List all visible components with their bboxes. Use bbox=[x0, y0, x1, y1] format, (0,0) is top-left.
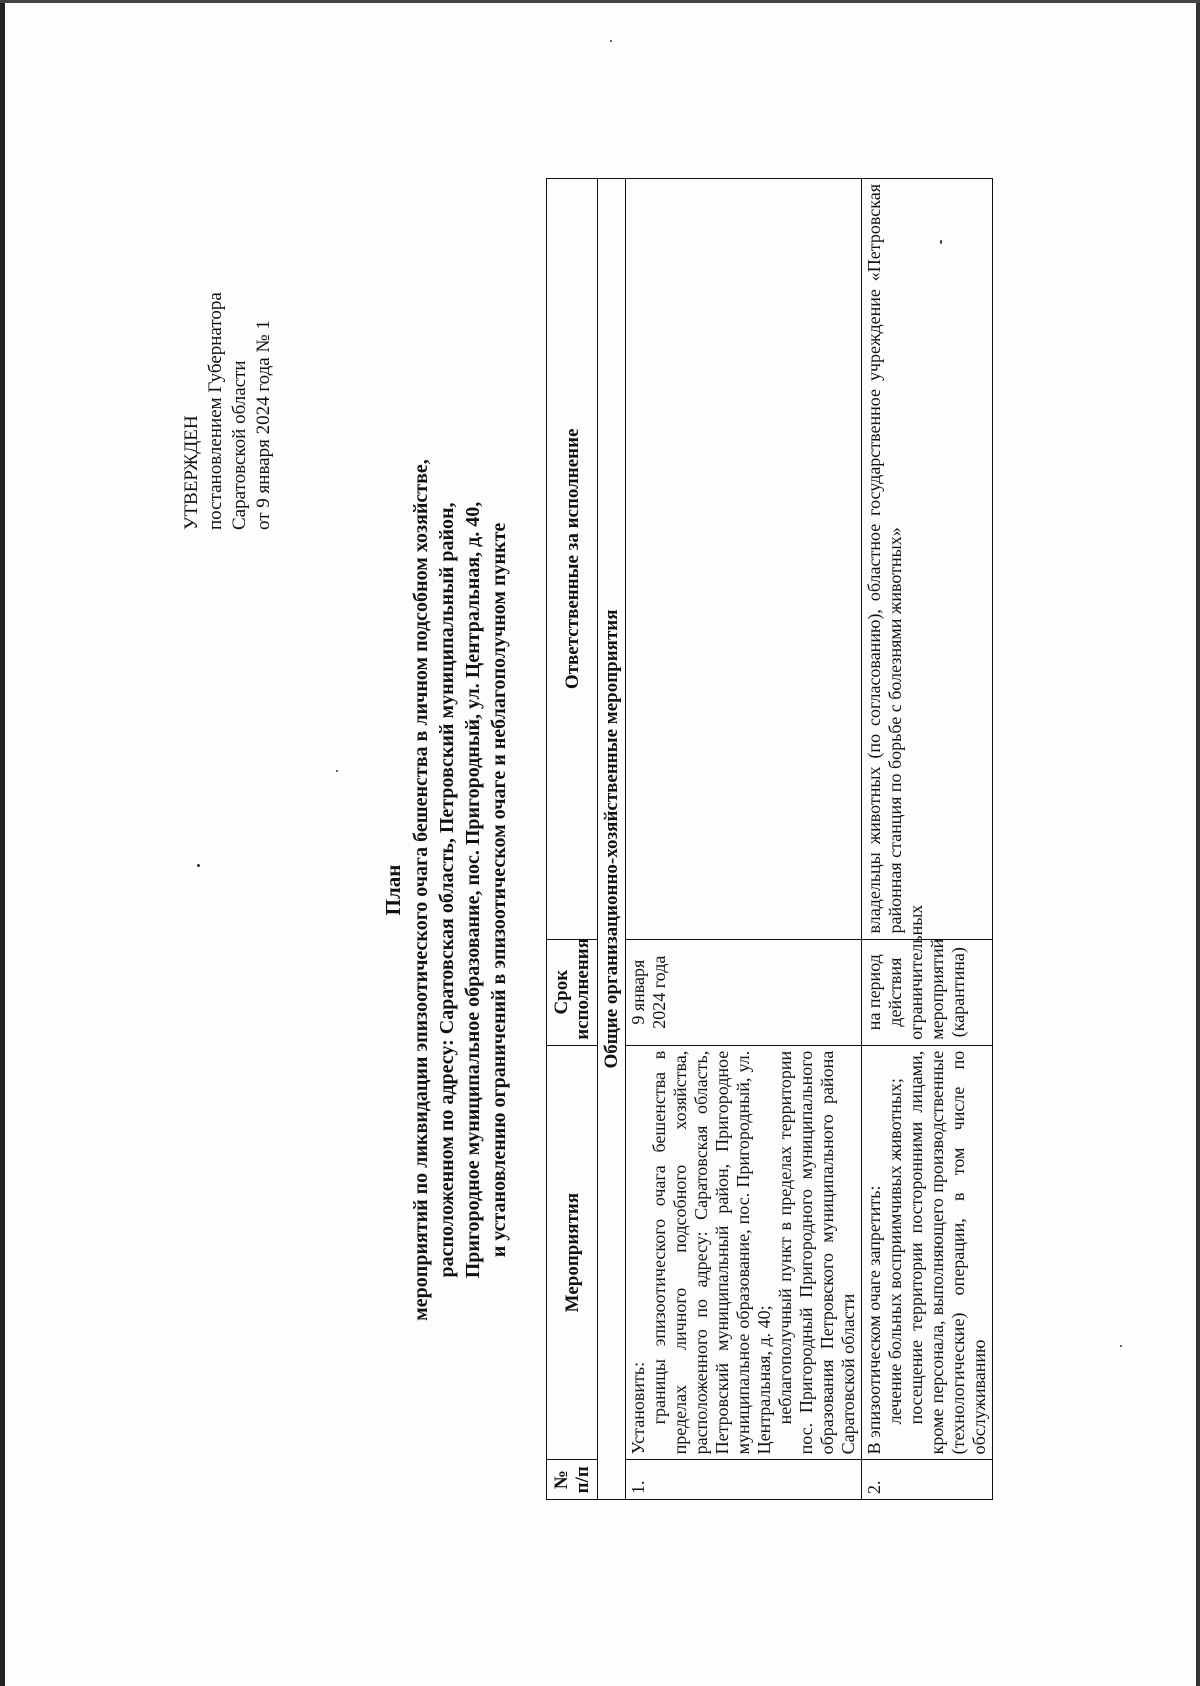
row-action bbox=[626, 1045, 862, 1460]
title-line-1: мероприятий по ликвидации эпизоотического очага бешенства в личном подсобном хозяйстве, bbox=[410, 459, 432, 1321]
table-row bbox=[862, 179, 993, 1500]
approval-line-1: постановлением Губернатора bbox=[205, 292, 226, 530]
section-title: Общие организационно-хозяйственные мероприятия bbox=[598, 179, 626, 1500]
table-row bbox=[626, 179, 862, 1500]
row-term: 9 января 2024 года bbox=[626, 939, 862, 1045]
header-action: Мероприятия bbox=[547, 1045, 598, 1460]
title-line-4: и установлению ограничений в эпизоотическом очаге и неблагополучном пункте bbox=[488, 522, 510, 1258]
scan-edge-top bbox=[0, 0, 1200, 3]
row-action bbox=[862, 1045, 993, 1460]
rotated-document-sheet bbox=[10, 50, 1180, 1670]
action-paragraph: границы эпизоотического очага бешенства в пределах личного подсобного хозяйства, расположенного по адресу: Саратовская область, Петровский муниципальный район, Пригородное муниципальное образование, пос. Пригородный, ул. Центральная, д. 40; bbox=[649, 1050, 774, 1455]
title-line-3: Пригородное муниципальное образование, пос. Пригородный, ул. Центральная, д. 40, bbox=[462, 501, 484, 1279]
scan-edge-left bbox=[0, 0, 5, 1686]
action-intro: В эпизоотическом очаге запретить: bbox=[864, 1185, 884, 1455]
action-intro: Установить: bbox=[628, 1361, 648, 1455]
document-title-block bbox=[380, 150, 512, 1630]
header-term: Срок исполнения bbox=[547, 939, 598, 1045]
action-paragraph: посещение территории посторонними лицами, кроме персонала, выполняющего производственные (технологические) операции, в том числе по обслуживанию bbox=[906, 1050, 989, 1455]
row-term: на период действия ограничительных мероприятий (карантина) bbox=[862, 939, 993, 1045]
header-responsible: Ответственные за исполнение bbox=[547, 179, 598, 940]
header-num: № п/п bbox=[547, 1460, 598, 1500]
document-title: План bbox=[381, 864, 405, 916]
approval-stamp-block bbox=[180, 292, 276, 530]
approval-line-2: Саратовской области bbox=[229, 360, 250, 530]
row-responsible bbox=[626, 179, 862, 940]
approval-line-3: от 9 января 2024 года № 1 bbox=[253, 320, 274, 530]
row-num: 2. bbox=[862, 1460, 993, 1500]
section-row bbox=[598, 179, 626, 1500]
action-paragraph: неблагополучный пункт в пределах территории пос. Пригородный Пригородного муниципального образования Петровского муниципального района Саратовской области bbox=[775, 1050, 858, 1455]
action-paragraph: лечение больных восприимчивых животных; bbox=[885, 1078, 905, 1425]
table-header-row bbox=[547, 179, 598, 1500]
title-line-2: расположенном по адресу: Саратовская область, Петровский муниципальный район, bbox=[436, 502, 458, 1278]
plan-table bbox=[546, 178, 993, 1500]
scan-speck bbox=[610, 40, 612, 42]
approval-heading: УТВЕРЖДЕН bbox=[181, 415, 202, 530]
scan-edge-right bbox=[1196, 0, 1200, 1686]
row-responsible: владельцы животных (по согласованию), областное государственное учреждение «Петровская районная станция по борьбе с болезнями животных» bbox=[862, 179, 993, 940]
row-num: 1. bbox=[626, 1460, 862, 1500]
